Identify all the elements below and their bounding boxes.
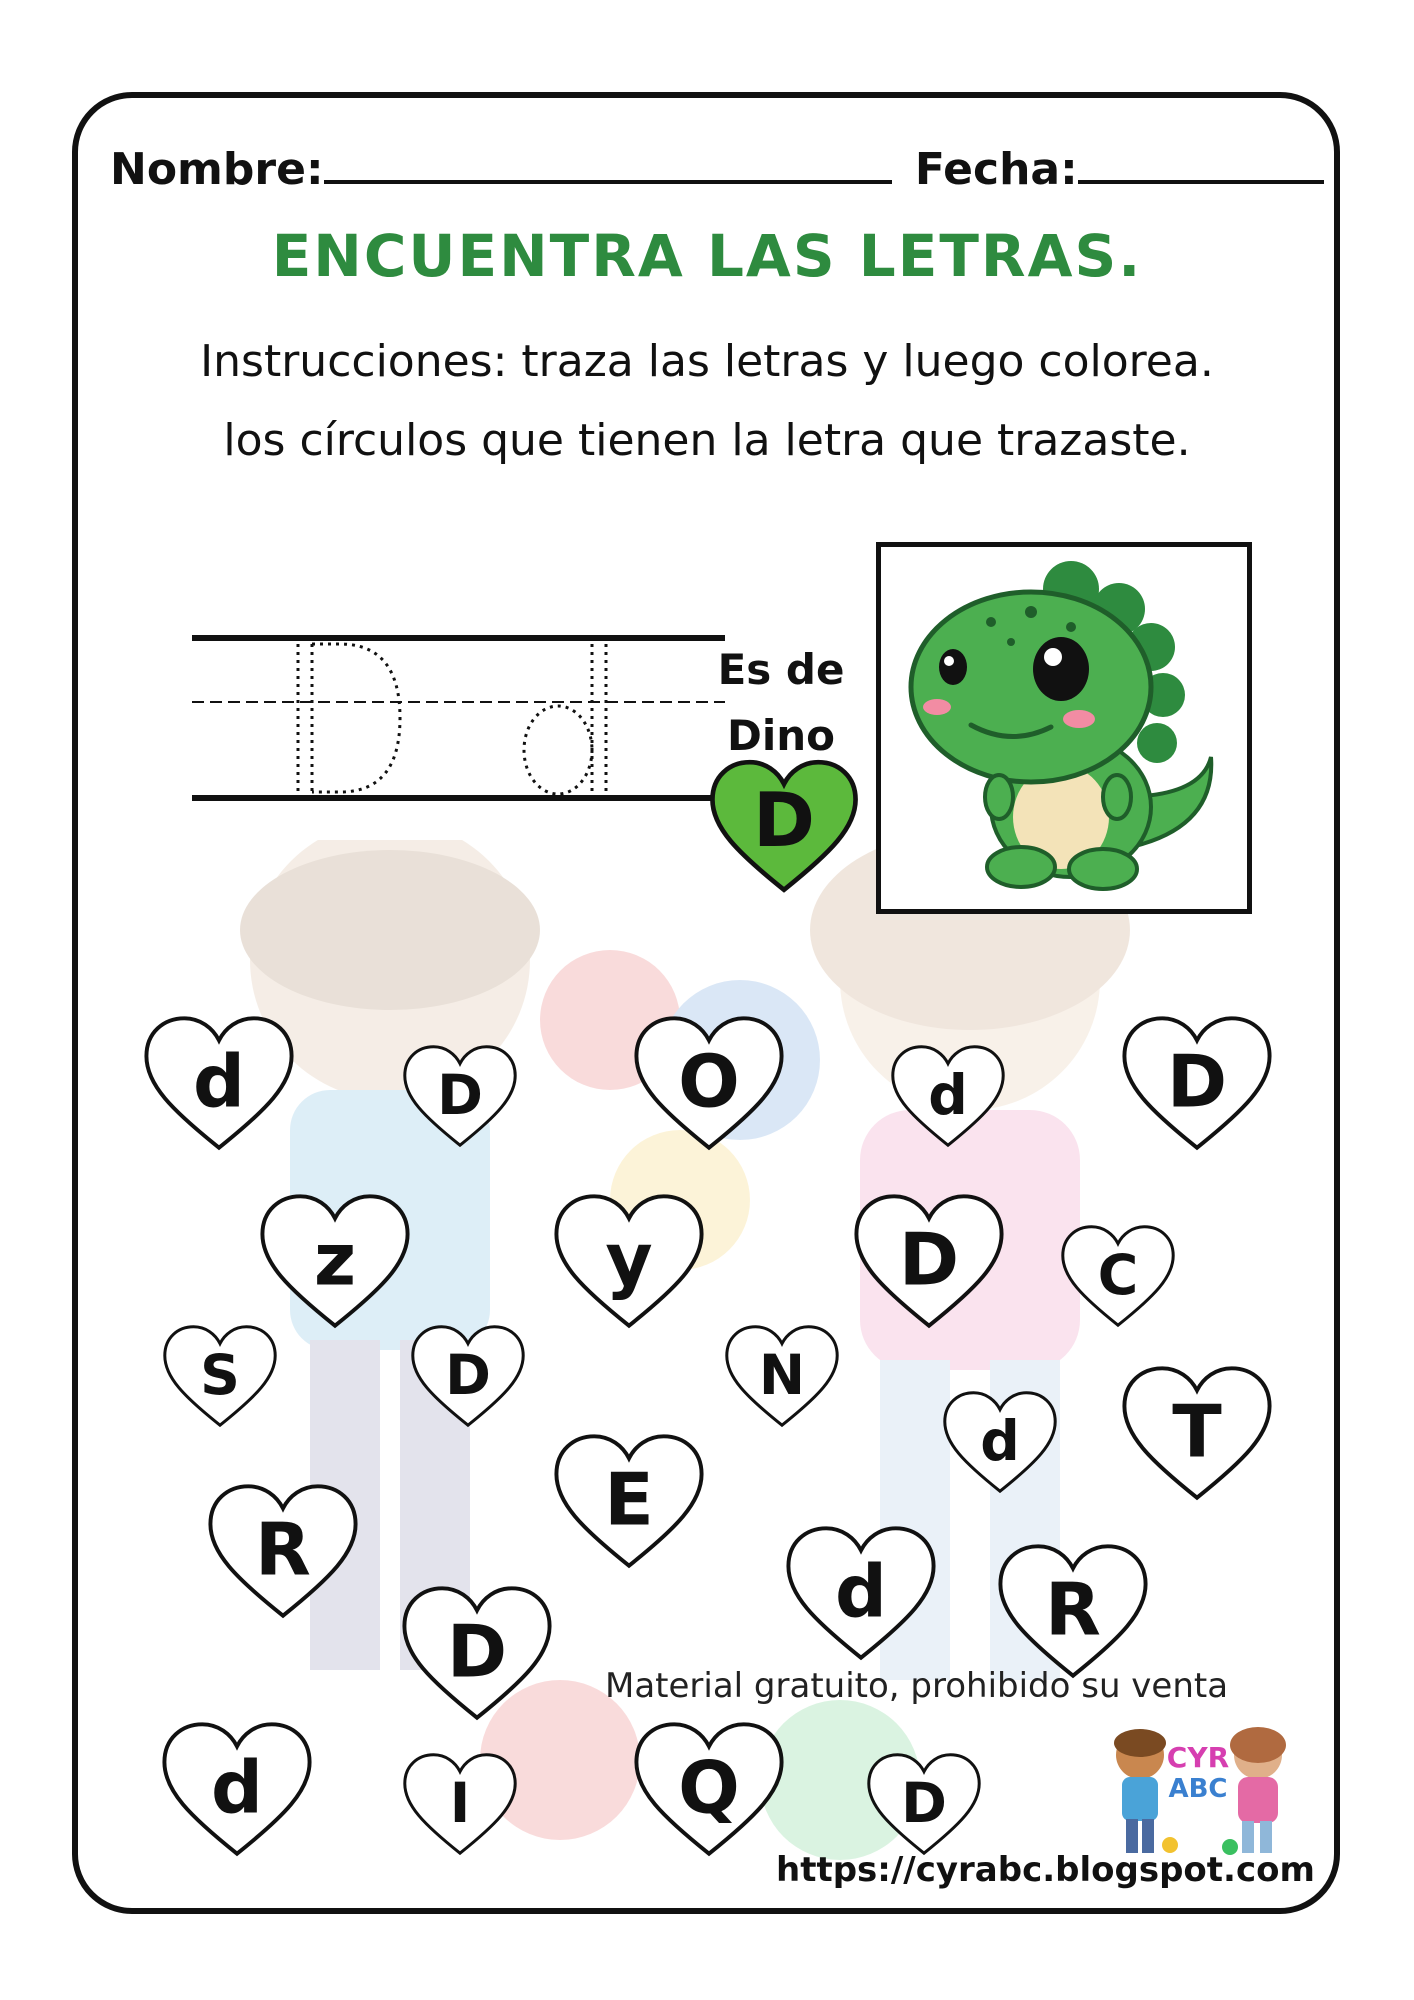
instructions-line-2: los círculos que tienen la letra que trazaste. bbox=[223, 415, 1191, 466]
blog-url[interactable]: https://cyrabc.blogspot.com bbox=[776, 1850, 1315, 1890]
heart-letter: D bbox=[898, 1218, 960, 1303]
cyrabc-logo bbox=[1100, 1715, 1300, 1860]
letter-heart[interactable] bbox=[140, 1012, 298, 1154]
heart-letter: E bbox=[604, 1458, 654, 1543]
heart-letter: O bbox=[678, 1040, 740, 1125]
heart-letter: d bbox=[193, 1040, 245, 1125]
heart-letter: d bbox=[835, 1550, 887, 1635]
heart-letter: N bbox=[758, 1344, 806, 1408]
heart-letter: D bbox=[1166, 1040, 1228, 1125]
letter-heart[interactable] bbox=[1118, 1012, 1276, 1154]
letter-heart[interactable] bbox=[1058, 1222, 1178, 1330]
letter-heart[interactable] bbox=[864, 1750, 984, 1858]
worksheet-title: ENCUENTRA LAS LETRAS. bbox=[271, 222, 1143, 290]
heart-letter: Q bbox=[678, 1746, 740, 1831]
letter-heart[interactable] bbox=[408, 1322, 528, 1430]
letter-heart[interactable] bbox=[160, 1322, 280, 1430]
trace-uppercase-letter bbox=[312, 644, 400, 792]
heart-letter: d bbox=[211, 1746, 263, 1831]
name-label: Nombre: bbox=[110, 144, 324, 195]
name-date-line bbox=[110, 140, 1324, 195]
letter-heart[interactable] bbox=[550, 1190, 708, 1332]
name-field[interactable] bbox=[324, 140, 892, 184]
example-caption-line-2: Dino bbox=[726, 711, 835, 760]
heart-letter: S bbox=[200, 1344, 240, 1408]
trace-lowercase-letter bbox=[524, 706, 592, 794]
heart-letter: d bbox=[928, 1064, 968, 1128]
example-caption-line-1: Es de bbox=[717, 645, 845, 694]
heart-letter: T bbox=[1172, 1390, 1222, 1475]
dinosaur-image bbox=[881, 547, 1247, 909]
heart-letter: d bbox=[980, 1410, 1020, 1474]
letter-heart[interactable] bbox=[256, 1190, 414, 1332]
letter-heart[interactable] bbox=[1118, 1362, 1276, 1504]
letter-heart[interactable] bbox=[782, 1522, 940, 1664]
letter-heart[interactable] bbox=[400, 1042, 520, 1150]
letter-heart[interactable] bbox=[550, 1430, 708, 1572]
tracing-area[interactable] bbox=[180, 600, 740, 820]
letter-heart[interactable] bbox=[994, 1540, 1152, 1682]
date-field[interactable] bbox=[1078, 140, 1324, 184]
letter-heart[interactable] bbox=[888, 1042, 1008, 1150]
heart-letter: D bbox=[445, 1344, 491, 1408]
heart-letter: D bbox=[446, 1610, 508, 1695]
instructions-line-1: Instrucciones: traza las letras y luego colorea. bbox=[200, 336, 1214, 387]
heart-letter: y bbox=[605, 1218, 653, 1303]
heart-letter: C bbox=[1097, 1244, 1139, 1308]
letter-heart[interactable] bbox=[398, 1582, 556, 1724]
dino-picture-box bbox=[876, 542, 1252, 914]
logo-text-bottom: ABC bbox=[1168, 1774, 1228, 1804]
letter-heart[interactable] bbox=[400, 1750, 520, 1858]
letter-heart[interactable] bbox=[204, 1480, 362, 1622]
letter-heart[interactable] bbox=[630, 1012, 788, 1154]
heart-letter: D bbox=[437, 1064, 483, 1128]
letter-heart[interactable] bbox=[850, 1190, 1008, 1332]
heart-letter: R bbox=[1045, 1568, 1101, 1653]
example-heart-letter: D bbox=[753, 777, 815, 865]
letter-heart[interactable] bbox=[940, 1388, 1060, 1496]
letter-heart[interactable] bbox=[630, 1718, 788, 1860]
free-material-note: Material gratuito, prohibido su venta bbox=[605, 1666, 1229, 1706]
example-caption bbox=[716, 637, 846, 769]
logo-text-top: CYR bbox=[1166, 1741, 1230, 1774]
heart-letter: z bbox=[313, 1218, 357, 1303]
example-heart bbox=[704, 756, 864, 896]
letter-heart[interactable] bbox=[158, 1718, 316, 1860]
date-label: Fecha: bbox=[914, 144, 1078, 195]
heart-letter: R bbox=[255, 1508, 311, 1593]
heart-letter: I bbox=[449, 1772, 471, 1836]
letter-heart[interactable] bbox=[722, 1322, 842, 1430]
heart-letter: D bbox=[901, 1772, 947, 1836]
